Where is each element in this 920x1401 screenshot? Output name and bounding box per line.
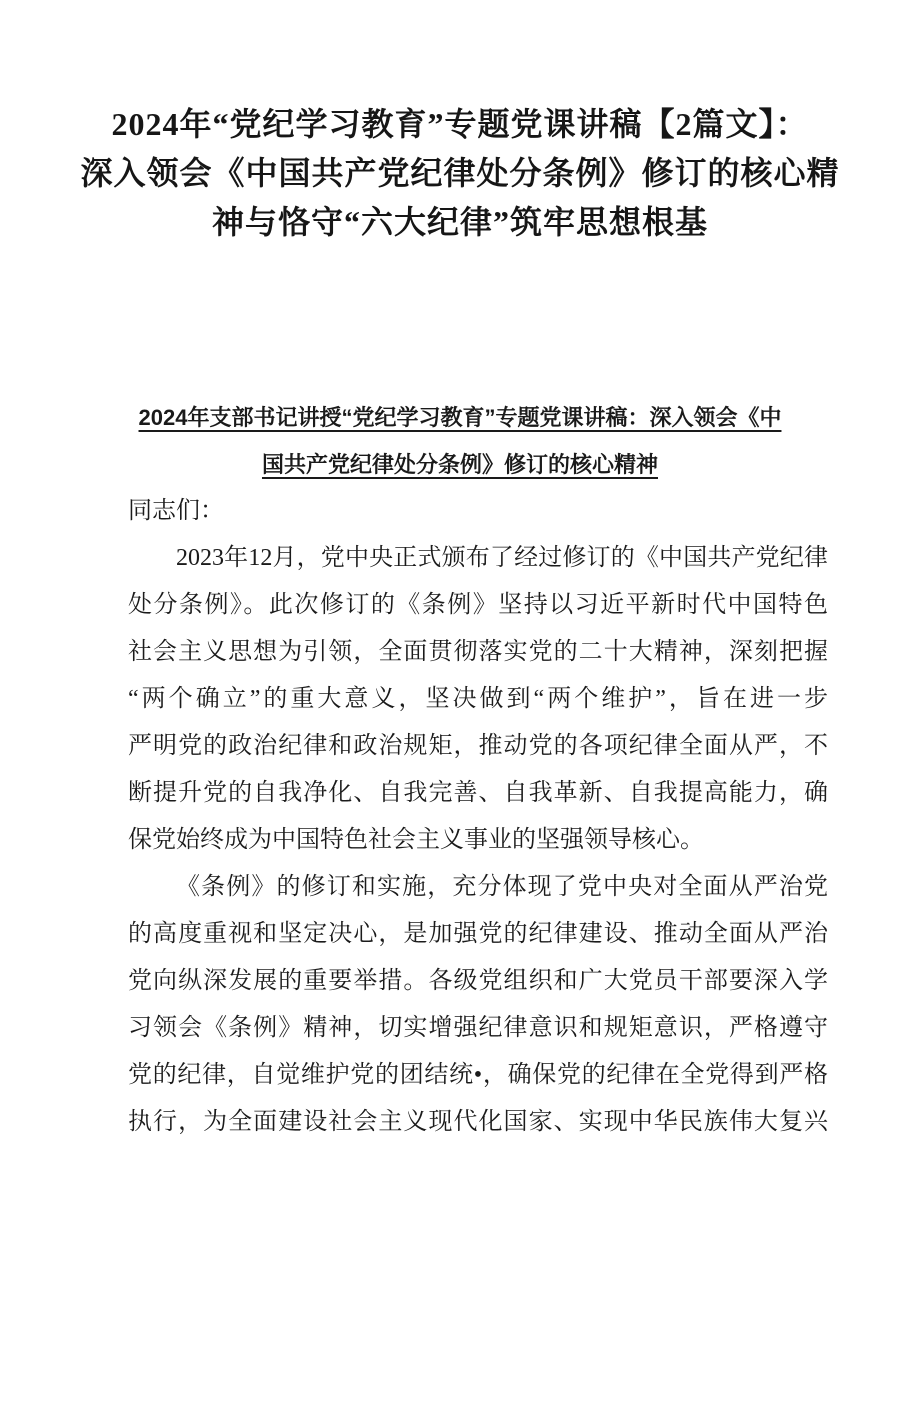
body-line: 《条例》的修订和实施，充分体现了党中央对全面从严治党 [176, 874, 828, 900]
title-line: 2024年“党纪学习教育”专题党课讲稿【2篇文】： [111, 106, 809, 142]
body-line: 同志们： [128, 498, 224, 524]
document-page [0, 100, 920, 1401]
title-line: 深入领会《中国共产党纪律处分条例》修订的核心精 [80, 155, 840, 191]
document-body [128, 488, 828, 1146]
body-line: “两个确立”的重大意义，坚决做到“两个维护”，旨在进一步 [128, 686, 828, 712]
body-line: 党的纪律，自觉维护党的团结统•，确保党的纪律在全党得到严格 [128, 1062, 828, 1088]
section-heading-line: 国共产党纪律处分条例》修订的核心精神 [261, 452, 658, 477]
body-line: 党向纵深发展的重要举措。各级党组织和广大党员干部要深入学 [128, 968, 828, 994]
body-line: 的高度重视和坚定决心，是加强党的纪律建设、推动全面从严治 [128, 921, 828, 947]
document-title [55, 100, 865, 247]
body-line: 执行，为全面建设社会主义现代化国家、实现中华民族伟大复兴 [128, 1109, 828, 1135]
body-line: 处分条例》。此次修订的《条例》坚持以习近平新时代中国特色 [128, 592, 828, 618]
body-line: 社会主义思想为引领，全面贯彻落实党的二十大精神，深刻把握 [128, 639, 828, 665]
title-line: 神与恪守“六大纪律”筑牢思想根基 [211, 204, 708, 240]
body-line: 断提升党的自我净化、自我完善、自我革新、自我提高能力，确 [128, 780, 828, 806]
section-heading-line: 2024年支部书记讲授“党纪学习教育”专题党课讲稿：深入领会《中 [138, 405, 782, 430]
body-line: 2023年12月，党中央正式颁布了经过修订的《中国共产党纪律 [176, 545, 828, 571]
body-line: 保党始终成为中国特色社会主义事业的坚强领导核心。 [128, 827, 704, 853]
body-line: 习领会《条例》精神，切实增强纪律意识和规矩意识，严格遵守 [128, 1015, 828, 1041]
section-heading [60, 394, 860, 488]
body-line: 严明党的政治纪律和政治规矩，推动党的各项纪律全面从严，不 [128, 733, 828, 759]
